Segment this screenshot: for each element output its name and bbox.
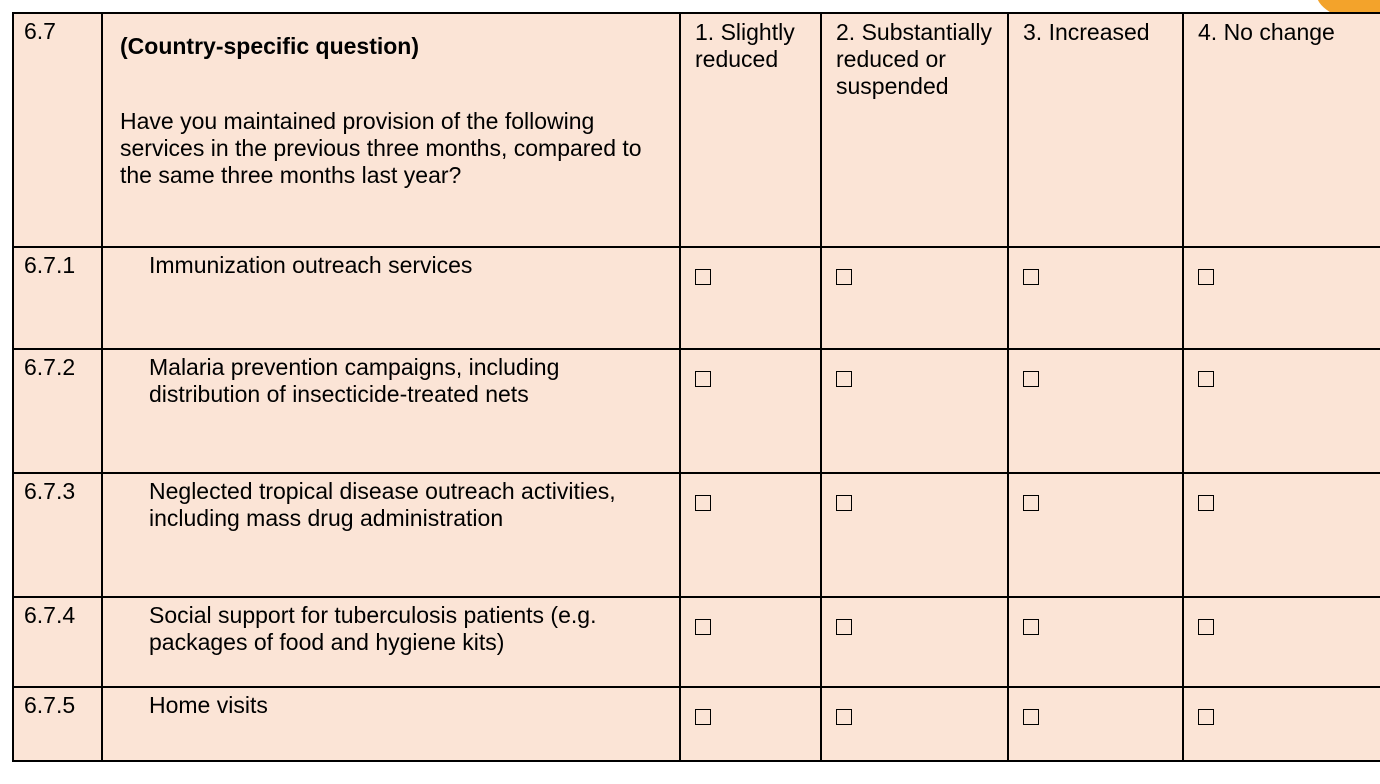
question-text: Have you maintained provision of the following services in the previous three months, compared to the same three months last year?	[120, 108, 642, 188]
item-number: 6.7.2	[13, 349, 102, 473]
table-row	[13, 473, 1380, 597]
checkbox-substantially-reduced[interactable]	[836, 495, 852, 511]
table-row	[13, 597, 1380, 687]
checkbox-increased[interactable]	[1023, 709, 1039, 725]
checkbox-no-change[interactable]	[1198, 709, 1214, 725]
checkbox-substantially-reduced[interactable]	[836, 269, 852, 285]
question-title: (Country-specific question)	[120, 33, 420, 59]
item-number: 6.7.5	[13, 687, 102, 761]
checkbox-substantially-reduced[interactable]	[836, 371, 852, 387]
checkbox-increased[interactable]	[1023, 371, 1039, 387]
checkbox-slightly-reduced[interactable]	[695, 269, 711, 285]
item-number: 6.7.1	[13, 247, 102, 349]
checkbox-substantially-reduced[interactable]	[836, 619, 852, 635]
question-header-row	[13, 13, 1380, 247]
checkbox-no-change[interactable]	[1198, 269, 1214, 285]
item-label: Immunization outreach services	[102, 247, 680, 349]
question-cell	[102, 13, 680, 247]
survey-question-table	[12, 12, 1380, 762]
option-header-1: 1. Slightly reduced	[680, 13, 821, 247]
item-label: Neglected tropical disease outreach activities, including mass drug administration	[102, 473, 680, 597]
item-label: Home visits	[102, 687, 680, 761]
item-number: 6.7.4	[13, 597, 102, 687]
question-number: 6.7	[13, 13, 102, 247]
checkbox-slightly-reduced[interactable]	[695, 709, 711, 725]
option-header-3: 3. Increased	[1008, 13, 1183, 247]
checkbox-no-change[interactable]	[1198, 619, 1214, 635]
option-header-4: 4. No change	[1183, 13, 1380, 247]
checkbox-increased[interactable]	[1023, 619, 1039, 635]
table-row	[13, 247, 1380, 349]
checkbox-increased[interactable]	[1023, 495, 1039, 511]
option-header-2: 2. Substantially reduced or suspended	[821, 13, 1008, 247]
checkbox-slightly-reduced[interactable]	[695, 495, 711, 511]
item-number: 6.7.3	[13, 473, 102, 597]
checkbox-slightly-reduced[interactable]	[695, 619, 711, 635]
table-row	[13, 349, 1380, 473]
checkbox-increased[interactable]	[1023, 269, 1039, 285]
item-label: Malaria prevention campaigns, including distribution of insecticide-treated nets	[102, 349, 680, 473]
checkbox-slightly-reduced[interactable]	[695, 371, 711, 387]
checkbox-no-change[interactable]	[1198, 495, 1214, 511]
item-label: Social support for tuberculosis patients (e.g. packages of food and hygiene kits)	[102, 597, 680, 687]
table-row	[13, 687, 1380, 761]
checkbox-no-change[interactable]	[1198, 371, 1214, 387]
checkbox-substantially-reduced[interactable]	[836, 709, 852, 725]
